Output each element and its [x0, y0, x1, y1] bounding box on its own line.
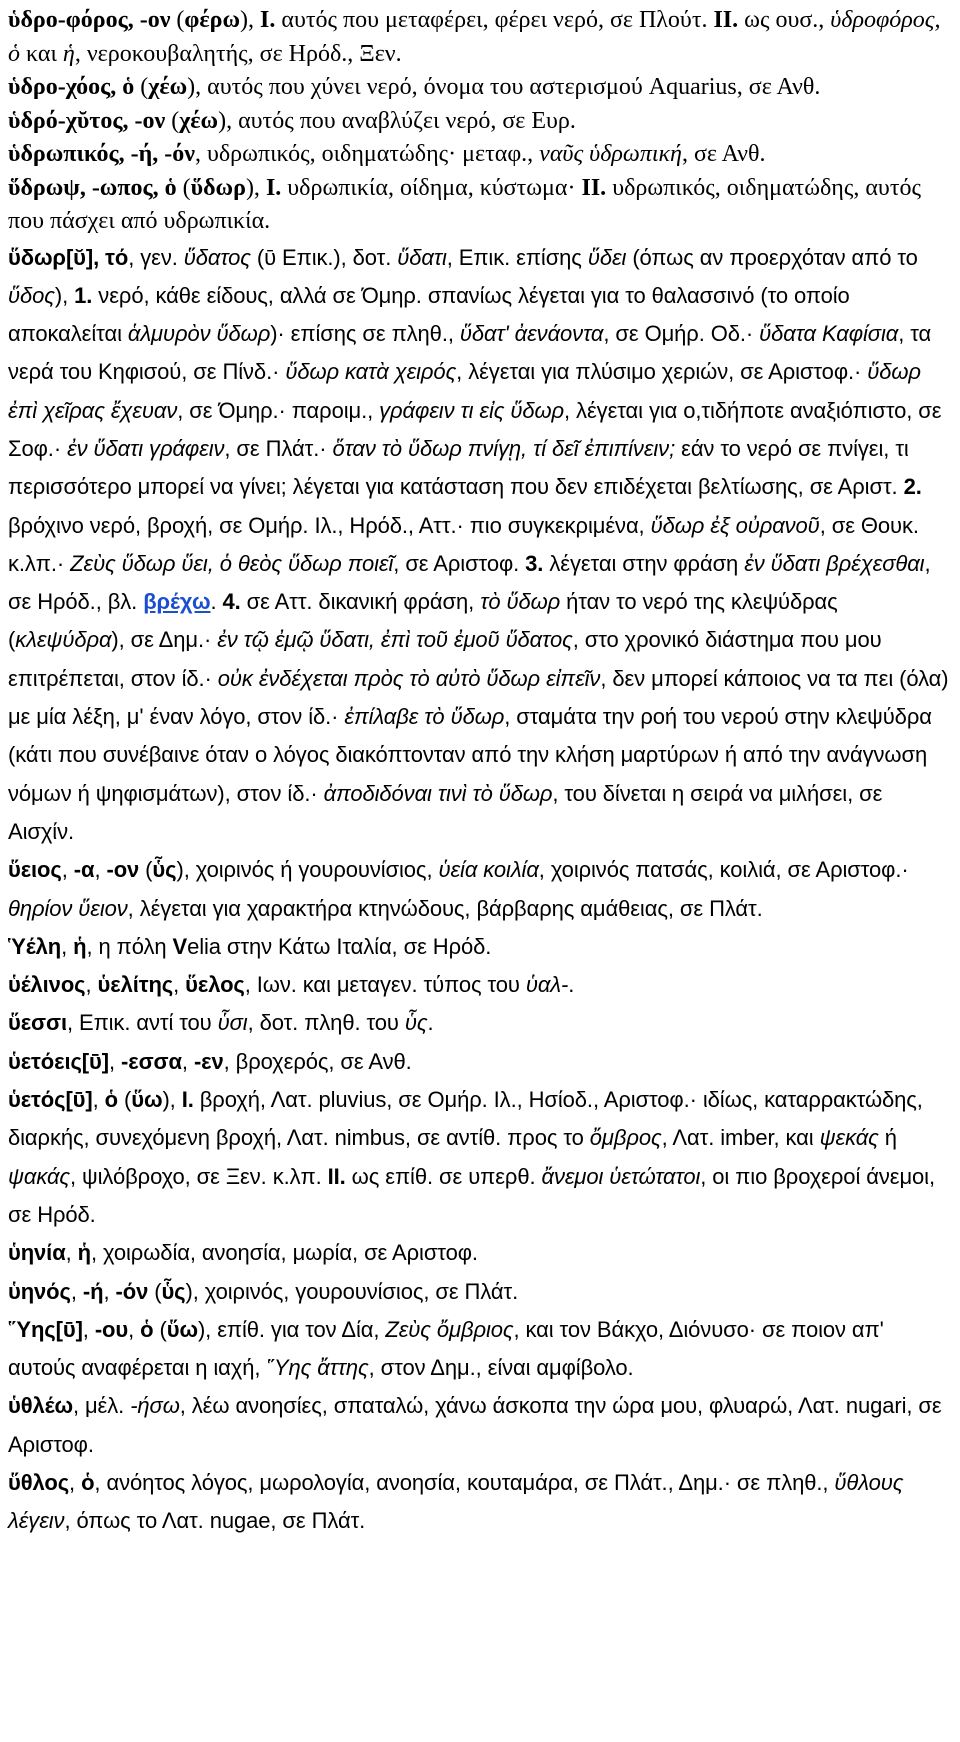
definition-text: ,: [94, 857, 107, 883]
definition-text: (: [165, 107, 180, 134]
definition-text: , ανόητος λόγος, μωρολογία, ανοησία, κουταμάρα, σε Πλάτ., Δημ.· σε πληθ.,: [94, 1470, 835, 1495]
citation-text: ὕδατι: [397, 244, 447, 270]
definition-text: , σε Θουκ. κ.λπ.·: [8, 512, 919, 576]
headword-text: ὑέλινος: [8, 972, 86, 998]
definition-text: εάν το νερό σε πνίγει, τι περισσότερο μπορεί να γίνει; λέγεται για κατάσταση που δεν επιδέχεται βελτίωσης, σε Αριστ.: [8, 435, 909, 500]
entry-hyeios: [8, 851, 952, 928]
headword-text: ὑθλέω: [8, 1393, 73, 1419]
citation-text: ἐπίλαβε τὸ ὕδωρ: [344, 704, 505, 730]
headword-text: Ὑέλη: [8, 933, 62, 959]
definition-text: ),: [54, 282, 75, 308]
headword-text: ὁ: [104, 1087, 118, 1113]
headword-text: ὕδωρ[ῠ], τό: [8, 244, 129, 270]
definition-text: , Λατ. imber, και: [661, 1125, 820, 1151]
definition-text: (: [153, 1316, 167, 1342]
definition-text: , βροχερός, σε Ανθ.: [223, 1048, 412, 1074]
citation-text: ὑαλ-: [525, 972, 569, 998]
definition-text: , του δίνεται η σειρά να μιλήσει, σε Αισχίν.: [8, 780, 883, 844]
citation-text: ὕδος: [8, 282, 55, 308]
citation-text: ναῦς ὑδρωπική: [539, 141, 682, 167]
definition-text: , δεν μπορεί κάποιος να τα πει (όλα) με μία λέξη, μ' έναν λόγο, στον ίδ.·: [8, 665, 949, 730]
headword-text: ὑετόεις[ῡ]: [8, 1048, 109, 1074]
headword-text: -ή: [82, 1278, 104, 1304]
citation-text: ἀποδιδόναι τινὶ τὸ ὕδωρ: [323, 780, 553, 806]
citation-text: ὕθλους λέγειν: [8, 1470, 904, 1534]
citation-text: Ὕης ἄττης: [266, 1355, 369, 1381]
definition-text: ), αυτός που χύνει νερό, όνομα του αστερισμού Aquarius, σε Ανθ.: [187, 74, 821, 100]
entry-hyelinos: [8, 966, 952, 1004]
citation-text: κλεψύδρα: [15, 627, 112, 653]
headword-text: ὕω: [166, 1316, 198, 1342]
citation-text: ψακάς: [8, 1163, 71, 1189]
entry-hynos: [8, 1273, 952, 1311]
citation-text: τὸ ὕδωρ: [480, 589, 561, 615]
headword-text: ὕω: [131, 1087, 163, 1113]
headword-text: χέω: [148, 74, 188, 100]
definition-text: ως ουσ.,: [738, 7, 831, 33]
definition-text: ,: [61, 933, 74, 959]
definition-text: elia στην Κάτω Ιταλία, σε Ηρόδ.: [187, 933, 492, 959]
entry-hythlos: [8, 1464, 952, 1541]
headword-text: ὕεσσι: [8, 1010, 67, 1036]
definition-text: σε Αττ. δικανική φράση,: [240, 589, 481, 615]
headword-text: ὕδρωψ, -ωπος, ὁ: [8, 174, 177, 201]
headword-text: ὑδρό-χῠτος, -ον: [8, 107, 166, 134]
headword-text: 4.: [222, 589, 241, 615]
headword-text: -όν: [115, 1278, 149, 1304]
definition-text: , λέγεται για χαρακτήρα κτηνώδους, βάρβαρης αμάθειας, σε Πλάτ.: [127, 895, 763, 921]
definition-text: (: [134, 74, 149, 100]
headword-text: -ον: [106, 857, 140, 883]
definition-text: ,: [85, 972, 98, 998]
citation-text: ὕδει: [587, 244, 627, 270]
entry-hydrochytos: [8, 105, 952, 139]
citation-text: ἐν τῷ ἐμῷ ὕδατι, ἐπὶ τοῦ ἐμοῦ ὕδατος: [217, 627, 573, 653]
citation-text: ἄνεμοι ὑετώτατοι: [541, 1163, 701, 1189]
entry-hydrochoos: [8, 71, 952, 105]
definition-text: , λέω ανοησίες, σπαταλώ, χάνω άσκοπα την ώρα μου, φλυαρώ, Λατ. nugari, σε Αριστοφ.: [8, 1393, 942, 1457]
headword-text: ὑετός[ῡ]: [8, 1087, 93, 1113]
headword-text: ὕειος: [8, 857, 62, 883]
definition-text: ήταν το νερό της κλεψύδρας (: [8, 589, 838, 653]
definition-text: , σε Ηρόδ., βλ.: [8, 550, 931, 615]
definition-text: ),: [245, 174, 266, 201]
headword-text: ὁ: [81, 1470, 95, 1495]
definition-text: ,: [61, 857, 74, 883]
headword-text: -εσσα: [121, 1048, 182, 1074]
definition-text: , Επικ. επίσης: [446, 244, 588, 270]
definition-text: (όπως αν προερχόταν από το: [626, 244, 918, 270]
headword-text: V: [172, 933, 188, 959]
definition-text: , σταμάτα την ροή του νερού στην κλεψύδρα (κάτι που συνέβαινε όταν ο λόγος διακόπτονταν από την κλήση μαρτύρων ή από την ανάγνωση νόμων ή ψηφισμάτων), στον ίδ.·: [8, 704, 932, 806]
headword-text: ὗς: [161, 1278, 186, 1304]
definition-text: ,: [128, 1316, 141, 1342]
citation-text: Ζεὺς ὕδωρ ὕει, ὁ θεὸς ὕδωρ ποιεῖ: [70, 550, 394, 576]
entry-hyetoeis: [8, 1043, 952, 1081]
entry-hythleo: [8, 1387, 952, 1464]
cross-reference-link[interactable]: βρέχω: [143, 589, 211, 615]
definition-text: ),: [162, 1087, 182, 1113]
headword-text: I.: [260, 7, 276, 33]
definition-text: , σε Αριστοφ.: [393, 550, 526, 576]
headword-text: I.: [181, 1087, 194, 1113]
definition-text: ,: [70, 1278, 83, 1304]
headword-text: ἡ: [77, 1240, 91, 1266]
definition-text: , και τον Βάκχο, Διόνυσο· σε ποιον απ' αυτούς αναφέρεται η ιαχή,: [8, 1316, 884, 1381]
headword-text: ὗς: [152, 857, 177, 883]
citation-text: ὕδατ' ἀενάοντα: [459, 321, 604, 347]
definition-text: (: [170, 7, 185, 33]
definition-text: , σε Όμηρ.· παροιμ.,: [177, 397, 380, 423]
definition-text: )· επίσης σε πληθ.,: [270, 321, 460, 347]
headword-text: 2.: [903, 474, 922, 500]
definition-text: , μέλ.: [72, 1393, 131, 1419]
entry-hydropikos: [8, 138, 952, 172]
headword-text: ὁ: [140, 1316, 154, 1342]
citation-text: ἐν ὕδατι βρέχεσθαι: [744, 550, 925, 576]
definition-text: , οι πιο βροχεροί άνεμοι, σε Ηρόδ.: [8, 1163, 935, 1227]
definition-text: ), σε Δημ.·: [111, 627, 218, 653]
definition-text: (: [176, 174, 191, 201]
definition-text: (: [148, 1278, 162, 1304]
definition-text: ,: [103, 1278, 116, 1304]
citation-text: Ζεὺς ὄμβριος: [385, 1316, 514, 1342]
definition-text: ), χοιρινός ή γουρουνίσιος,: [176, 857, 439, 883]
citation-text: ψεκάς: [819, 1125, 879, 1151]
definition-text: , Ιων. και μεταγεν. τύπος του: [244, 972, 526, 998]
definition-text: , λέγεται για ο,τιδήποτε αναξιόπιστο, σε Σοφ.·: [8, 397, 942, 461]
headword-text: I.: [265, 174, 282, 201]
citation-text: ὕδωρ ἐπὶ χεῖρας ἔχευαν: [8, 359, 921, 423]
definition-text: (ῡ Επικ.), δοτ.: [250, 244, 398, 270]
headword-text: II.: [713, 7, 739, 33]
definition-text: , δοτ. πληθ. του: [247, 1010, 405, 1036]
entry-hyetos: [8, 1081, 952, 1234]
headword-text: ὑελίτης: [97, 972, 174, 998]
definition-text: , σε Πλάτ.·: [224, 435, 333, 461]
definition-text: , σε Ομήρ. Οδ.·: [603, 321, 760, 347]
citation-text: γράφειν τι εἰς ὕδωρ: [379, 397, 565, 423]
headword-text: -ου: [94, 1316, 129, 1342]
headword-text: φέρω: [184, 7, 241, 33]
citation-text: ὕδατα Καφίσια: [759, 321, 899, 347]
headword-text: ὑδρωπικός, -ή, -όν: [8, 141, 195, 167]
definition-text: ,: [173, 972, 186, 998]
citation-text: οὐκ ἐνδέχεται πρὸς τὸ αὐτὸ ὕδωρ εἰπεῖν: [217, 665, 601, 691]
entry-hydrops: [8, 172, 952, 239]
definition-text: , η πόλη: [86, 933, 173, 959]
entry-hyes: [8, 1311, 952, 1388]
citation-text: ὗσι: [217, 1010, 248, 1036]
definition-text: , στο χρονικό διάστημα που μου επιτρέπεται, στον ίδ.·: [8, 627, 882, 691]
citation-text: ὕδωρ ἐξ οὐρανοῦ: [650, 512, 820, 538]
definition-text: (: [139, 857, 153, 883]
definition-text: , χοιρινός πατσάς, κοιλιά, σε Αριστοφ.·: [538, 857, 909, 883]
definition-text: , υδρωπικός, οιδηματώδης· μεταφ.,: [194, 141, 540, 167]
definition-text: λέγεται στην φράση: [543, 550, 745, 576]
definition-text: βροχή, Λατ. pluvius, σε Ομήρ. Ιλ., Ησίοδ., Αριστοφ.· ιδίως, καταρρακτώδης, διαρκής, συνεχόμενη βροχή, Λατ. nimbus, σε αντίθ. προς το: [8, 1087, 923, 1151]
definition-text: νερό, κάθε είδους, αλλά σε Όμηρ. σπανίως λέγεται για το θαλασσινό (το οποίο αποκαλείται: [8, 282, 850, 347]
definition-text: , λέγεται για πλύσιμο χεριών, σε Αριστοφ.·: [456, 359, 868, 385]
definition-text: , Επικ. αντί του: [66, 1010, 218, 1036]
headword-text: II.: [327, 1163, 346, 1189]
definition-text: ), αυτός που αναβλύζει νερό, σε Ευρ.: [218, 107, 576, 134]
citation-text: ὑδροφόρος, ὁ: [8, 7, 941, 67]
definition-text: ,: [181, 1048, 194, 1074]
headword-text: ὑηνός: [8, 1278, 71, 1304]
headword-text: 1.: [74, 282, 93, 308]
headword-text: Ὕης[ῡ]: [8, 1316, 83, 1342]
entry-hyele: [8, 928, 952, 966]
citation-text: ἁλμυρὸν ὕδωρ: [127, 321, 271, 347]
definition-text: υδρωπικία, οίδημα, κύστωμα·: [281, 174, 582, 201]
definition-text: ),: [240, 7, 261, 33]
definition-text: .: [427, 1010, 434, 1036]
definition-text: , γεν.: [128, 244, 184, 270]
definition-text: , ψιλόβροχο, σε Ξεν. κ.λπ.: [70, 1163, 328, 1189]
definition-text: , σε Ανθ.: [681, 141, 766, 167]
definition-text: ), επίθ. για τον Δία,: [197, 1316, 386, 1342]
headword-text: ὕδωρ: [190, 174, 246, 201]
headword-text: χέω: [179, 107, 219, 134]
citation-text: ὕδωρ κατὰ χειρός: [285, 359, 457, 385]
citation-text: ὕδατος: [183, 244, 251, 270]
headword-text: ὑδρο-χόος, ὁ: [8, 74, 135, 100]
definition-text: ,: [108, 1048, 121, 1074]
citation-text: -ήσω: [130, 1393, 180, 1419]
definition-text: και: [20, 40, 63, 67]
definition-text: .: [210, 589, 223, 615]
citation-text: ἡ: [62, 40, 75, 67]
entry-hydrophoros: [8, 4, 952, 71]
definition-text: , τα νερά του Κηφισού, σε Πίνδ.·: [8, 321, 932, 385]
definition-text: ή: [878, 1125, 897, 1151]
headword-text: ὕελος: [185, 972, 245, 998]
definition-text: .: [568, 972, 575, 998]
definition-text: ,: [69, 1470, 82, 1495]
entry-hyessi: [8, 1004, 952, 1042]
definition-text: (: [117, 1087, 132, 1113]
headword-text: ὑδρο-φόρος, -ον: [8, 7, 171, 33]
citation-text: ὅταν τὸ ὕδωρ πνίγῃ, τί δεῖ ἐπιπίνειν;: [332, 435, 676, 461]
headword-text: -α: [73, 857, 95, 883]
definition-text: ,: [82, 1316, 95, 1342]
headword-text: ὑηνία: [8, 1240, 66, 1266]
definition-text: υδρωπικός, οιδηματώδης, αυτός που πάσχει από υδρωπικία.: [8, 174, 921, 234]
headword-text: ὕθλος: [8, 1470, 70, 1495]
definition-text: , νεροκουβαλητής, σε Ηρόδ., Ξεν.: [74, 40, 402, 67]
definition-text: , όπως το Λατ. nugae, σε Πλάτ.: [64, 1508, 366, 1534]
headword-text: ἡ: [73, 933, 87, 959]
definition-text: ,: [65, 1240, 78, 1266]
definition-text: ), χοιρινός, γουρουνίσιος, σε Πλάτ.: [185, 1278, 519, 1304]
definition-text: βρόχινο νερό, βροχή, σε Ομήρ. Ιλ., Ηρόδ., Αττ.· πιο συγκεκριμένα,: [8, 512, 651, 538]
definition-text: , στον Δημ., είναι αμφίβολο.: [368, 1355, 634, 1381]
headword-text: 3.: [525, 550, 544, 576]
definition-text: ,: [92, 1087, 105, 1113]
definition-text: , χοιρωδία, ανοησία, μωρία, σε Αριστοφ.: [91, 1240, 478, 1266]
entry-hydor: [8, 239, 952, 852]
entry-hynia: [8, 1234, 952, 1272]
headword-text: -εν: [193, 1048, 224, 1074]
citation-text: ὗς: [404, 1010, 428, 1036]
citation-text: ἐν ὕδατι γράφειν: [67, 435, 225, 461]
citation-text: ὑεία κοιλία: [438, 857, 539, 883]
headword-text: II.: [581, 174, 607, 201]
definition-text: ως επίθ. σε υπερθ.: [345, 1163, 542, 1189]
citation-text: ὄμβρος: [589, 1125, 662, 1151]
definition-text: αυτός που μεταφέρει, φέρει νερό, σε Πλούτ.: [275, 7, 714, 33]
citation-text: θηρίον ὕειον: [8, 895, 128, 921]
